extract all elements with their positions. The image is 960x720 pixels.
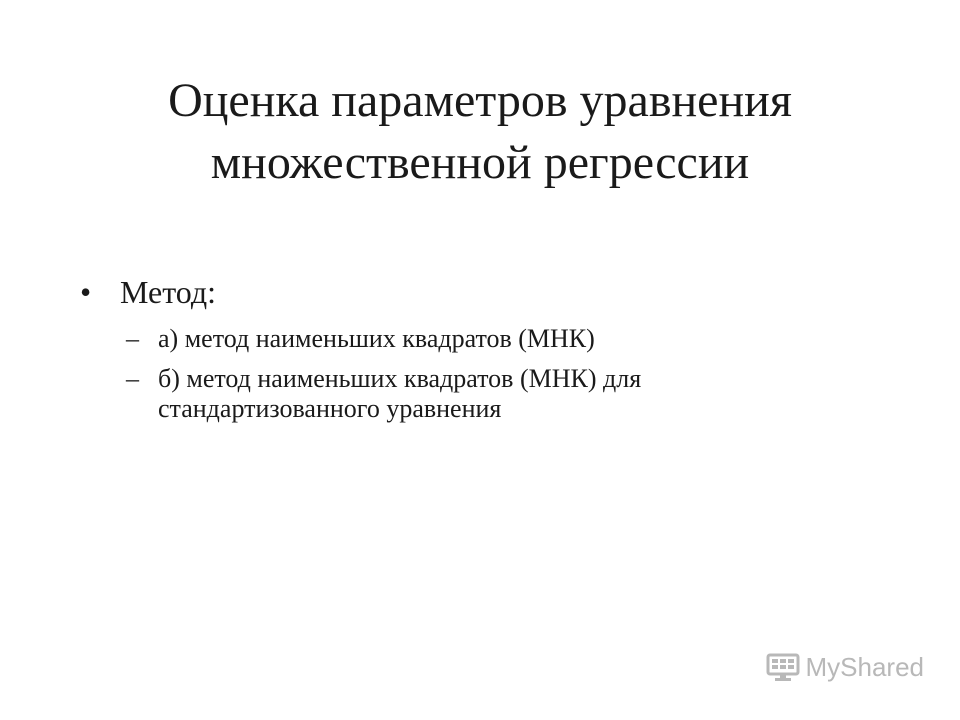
sub-mark: – [126, 324, 139, 353]
sub-list [80, 324, 880, 424]
sub-item-text: а) метод наименьших квадратов (МНК) [158, 324, 595, 353]
watermark-text: MyShared [805, 652, 924, 682]
sub-item-a [126, 324, 880, 354]
bullet-text: Метод: [120, 274, 217, 310]
sub-item-b [126, 364, 880, 424]
bullet-item-method [80, 272, 880, 312]
bullet-mark: • [80, 274, 92, 310]
title-line-1: Оценка параметров уравнения [168, 74, 792, 127]
slide-content [80, 272, 880, 434]
sub-item-text: б) метод наименьших квадратов (МНК) для стандартизованного уравнения [158, 364, 642, 423]
monitor-icon [766, 653, 800, 683]
sub-mark: – [126, 364, 139, 393]
slide-title [40, 70, 920, 194]
watermark [766, 652, 925, 683]
title-line-2: множественной регрессии [210, 136, 750, 189]
